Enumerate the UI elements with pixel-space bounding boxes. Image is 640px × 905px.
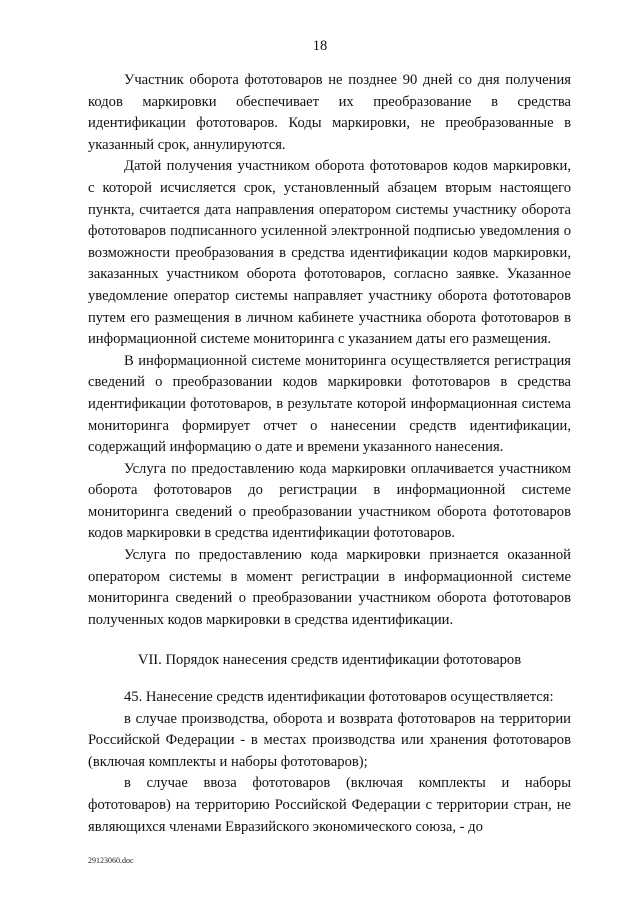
paragraph: Участник оборота фототоваров не позднее 90 дней со дня получения кодов маркировки обеспечивает их преобразование в средства идентификации фототоваров. Коды маркировки, не преобразованные в указанный срок, аннулируются. xyxy=(88,72,571,153)
paragraph: 45. Нанесение средств идентификации фототоваров осуществляется: xyxy=(124,689,554,706)
paragraph: в случае производства, оборота и возврата фототоваров на территории Российской Федерации - в местах производства или хранения фототоваров (включая комплекты и наборы фототоваров); xyxy=(88,710,571,770)
paragraph: Услуга по предоставлению кода маркировки оплачивается участником оборота фототоваров до регистрации в информационной системе мониторинга сведений о преобразовании участником оборота фототоваров кодов маркировки в средства идентификации фототоваров. xyxy=(88,460,571,542)
page-number: 18 xyxy=(312,38,328,54)
document-body xyxy=(88,70,571,838)
paragraph: в случае ввоза фототоваров (включая комплекты и наборы фототоваров) на территорию Российской Федерации с территории стран, не являющихся членами Евразийского экономического союза, - до xyxy=(88,775,571,835)
paragraph: Датой получения участником оборота фототоваров кодов маркировки, с которой исчисляется срок, установленный абзацем вторым настоящего пункта, считается дата направления оператором системы участнику оборота фототоваров подписанного усиленной электронной подписью уведомления о возможности преобразования в средства идентификации кодов маркировки, заказанных участником оборота фототоваров, согласно заявке. Указанное уведомление оператор системы направляет участнику оборота фототоваров путем его размещения в личном кабинете участника оборота фототоваров в информационной системе мониторинга с указанием даты его размещения. xyxy=(88,158,571,348)
document-file-code: 29123060.doc xyxy=(88,856,134,865)
section-heading: VII. Порядок нанесения средств идентификации фототоваров xyxy=(137,652,522,669)
paragraph: Услуга по предоставлению кода маркировки признается оказанной оператором системы в момент регистрации в информационной системе мониторинга сведений о преобразовании участником оборота фототоваров полученных кодов маркировки в средства идентификации. xyxy=(88,547,571,628)
paragraph: В информационной системе мониторинга осуществляется регистрация сведений о преобразовании кодов маркировки фототоваров в средства идентификации фототоваров, в результате которой информационная система мониторинга формирует отчет о нанесении средств идентификации, содержащий информацию о дате и времени указанного нанесения. xyxy=(88,352,571,456)
